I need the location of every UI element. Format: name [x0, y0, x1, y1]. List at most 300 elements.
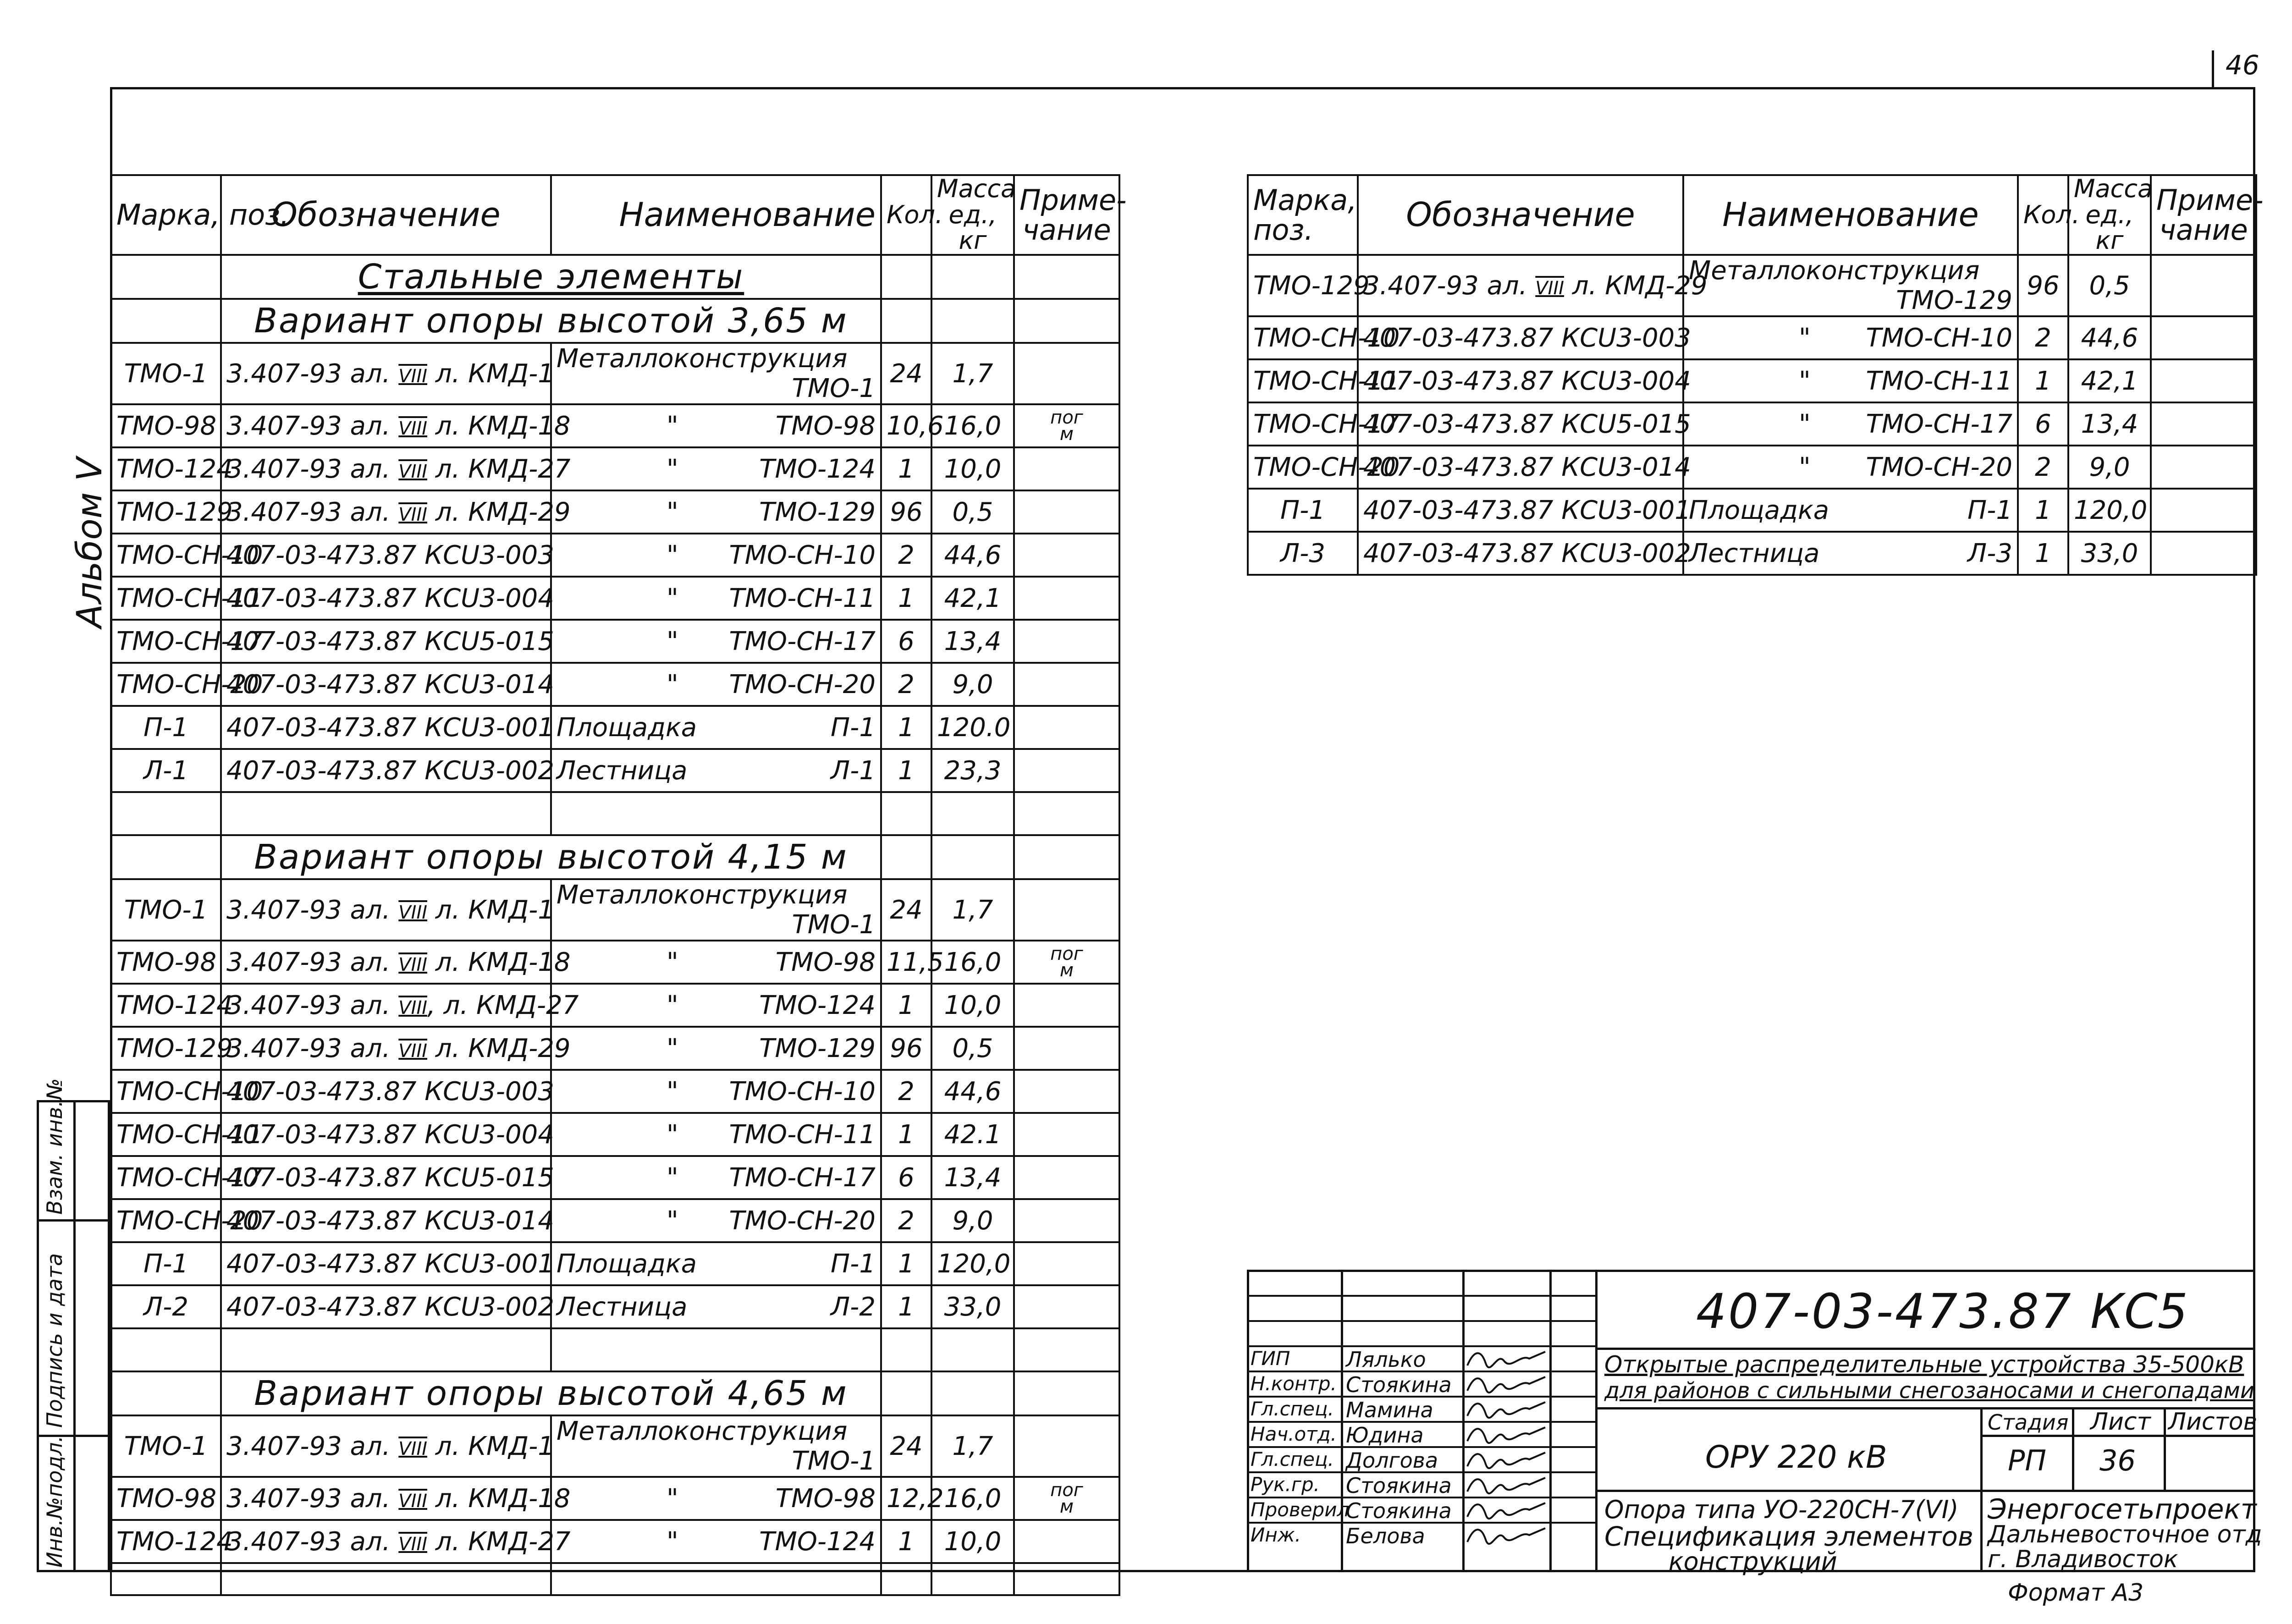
- group-title-row: [111, 1371, 1119, 1415]
- tb-sig-role: Гл.спец.: [1251, 1448, 1334, 1470]
- cell-designation: 407-03-473.87 КСU3-014: [1358, 446, 1683, 489]
- cell-mass: 16,0: [931, 404, 1014, 447]
- table-row: [111, 620, 1119, 663]
- table-row: [111, 1027, 1119, 1070]
- cell-mass: 1,7: [931, 1415, 1014, 1477]
- section-steel-elements: [111, 255, 1119, 299]
- tb-org-line2: Дальневосточное отд: [1988, 1521, 2262, 1548]
- empty-cell: [881, 1563, 931, 1595]
- cell-qty: 2: [881, 1199, 931, 1242]
- header-qty: Кол.: [2018, 175, 2068, 255]
- cell-note: [1014, 490, 1119, 534]
- cell-designation: 3.407-93 ал. VIII л. КМД-18: [221, 941, 551, 984]
- table-row: [111, 1113, 1119, 1156]
- cell-mass: 1,7: [931, 343, 1014, 404]
- table-row: [111, 1415, 1119, 1477]
- cell-designation: 3.407-93 ал. VIII л. КМД-29: [221, 490, 551, 534]
- table-row: [111, 577, 1119, 620]
- signature-scribble: [1465, 1498, 1548, 1522]
- cell-name: [551, 343, 881, 404]
- cell-mark: ТМО-СН-20: [1248, 446, 1358, 489]
- note-line: пог: [1050, 1480, 1083, 1501]
- cell-name: [551, 1415, 881, 1477]
- empty-cell: [881, 255, 931, 299]
- cell-mark: П-1: [111, 706, 221, 749]
- header-mark: Марка, поз.: [111, 175, 221, 255]
- tb-vline-stage-1: [1980, 1407, 1983, 1572]
- cell-note: [2151, 316, 2256, 359]
- cell-designation: 407-03-473.87 КСU3-002: [1358, 532, 1683, 575]
- cell-designation: 407-03-473.87 КСU3-003: [221, 1070, 551, 1113]
- table-row: [111, 1199, 1119, 1242]
- name-code: ТМО-129: [759, 1033, 876, 1063]
- name-code: ТМО-124: [759, 454, 876, 484]
- tb-sig-name: Стоякина: [1346, 1372, 1452, 1397]
- cell-note: [1014, 534, 1119, 577]
- roman-numeral: VIII: [398, 1040, 428, 1062]
- tb-sig-role: ГИП: [1251, 1347, 1290, 1370]
- cell-note: [2151, 532, 2256, 575]
- cell-mark: Л-2: [111, 1285, 221, 1328]
- cell-mass: 0,5: [931, 1027, 1014, 1070]
- cell-designation: 407-03-473.87 КСU3-004: [1358, 359, 1683, 402]
- tb-sig-name: Долгова: [1346, 1448, 1438, 1473]
- tb-object: ОРУ 220 кВ: [1705, 1439, 1887, 1475]
- name-code: П-1: [1967, 495, 2012, 525]
- tb-sig-role: Нач.отд.: [1251, 1423, 1337, 1445]
- cell-mass: 10,0: [931, 1520, 1014, 1563]
- cell-qty: 2: [2018, 316, 2068, 359]
- ditto-mark: ": [667, 669, 678, 699]
- name-code: ТМО-СН-20: [729, 669, 876, 699]
- cell-mark: ТМО-СН-11: [111, 577, 221, 620]
- cell-mark: ТМО-129: [1248, 255, 1358, 316]
- cell-mass: 42,1: [2068, 359, 2151, 402]
- cell-name: [551, 490, 881, 534]
- tb-sig-name: Лялько: [1346, 1347, 1426, 1372]
- name-code: ТМО-1: [792, 910, 876, 940]
- cell-note: [1014, 1285, 1119, 1328]
- cell-mark: ТМО-98: [111, 1477, 221, 1520]
- cell-designation: 407-03-473.87 КСU3-001: [221, 706, 551, 749]
- cell-qty: 1: [881, 577, 931, 620]
- cell-name: [1683, 255, 2018, 316]
- cell-name: [551, 706, 881, 749]
- table-row: [111, 1285, 1119, 1328]
- empty-cell: [1014, 792, 1119, 835]
- roman-numeral: VIII: [398, 365, 428, 387]
- cell-qty: 6: [881, 1156, 931, 1199]
- cell-qty: 10,6: [881, 404, 931, 447]
- cell-mass: 9,0: [931, 663, 1014, 706]
- side-stamp-podpis: Подпись и дата: [42, 1253, 67, 1428]
- cell-qty: 1: [881, 706, 931, 749]
- tb-sig-role: Рук.гр.: [1251, 1473, 1320, 1496]
- cell-name: [551, 1027, 881, 1070]
- cell-note: [1014, 447, 1119, 490]
- empty-row: [111, 1563, 1119, 1595]
- name-text: Металлоконструкция: [556, 344, 848, 374]
- cell-mass: 0,5: [931, 490, 1014, 534]
- empty-row: [111, 1328, 1119, 1371]
- name-code: Л-1: [831, 755, 876, 786]
- name-text: Металлоконструкция: [556, 1416, 848, 1447]
- cell-name: [1683, 532, 2018, 575]
- cell-qty: 96: [2018, 255, 2068, 316]
- cell-note: [1014, 1199, 1119, 1242]
- cell-mark: ТМО-98: [111, 404, 221, 447]
- cell-name: [551, 984, 881, 1027]
- empty-cell: [931, 255, 1014, 299]
- tb-sig-name: Белова: [1346, 1524, 1425, 1548]
- cell-qty: 6: [2018, 402, 2068, 446]
- roman-numeral: VIII: [398, 954, 428, 975]
- ditto-mark: ": [667, 583, 678, 613]
- name-code: ТМО-СН-17: [729, 1162, 876, 1193]
- cell-qty: 1: [2018, 532, 2068, 575]
- table-row: [111, 343, 1119, 404]
- empty-row: [111, 792, 1119, 835]
- cell-mass: 1,7: [931, 879, 1014, 941]
- name-code: Л-2: [831, 1292, 876, 1322]
- cell-mark: ТМО-СН-10: [111, 534, 221, 577]
- cell-mark: П-1: [111, 1242, 221, 1285]
- cell-name: [1683, 316, 2018, 359]
- cell-mass: 10,0: [931, 984, 1014, 1027]
- empty-cell: [1014, 1371, 1119, 1415]
- cell-name: [551, 447, 881, 490]
- ditto-mark: ": [667, 1526, 678, 1557]
- cell-mark: ТМО-129: [111, 1027, 221, 1070]
- header-name: Наименование: [1683, 175, 2018, 255]
- cell-note: [1014, 663, 1119, 706]
- cell-name: [551, 879, 881, 941]
- name-code: ТМО-СН-20: [729, 1206, 876, 1236]
- name-text: Лестница: [556, 1292, 688, 1322]
- header-name: Наименование: [551, 175, 881, 255]
- roman-numeral: VIII: [1535, 277, 1565, 299]
- name-code: ТМО-СН-20: [1866, 452, 2012, 482]
- cell-qty: 1: [881, 1113, 931, 1156]
- cell-qty: 12,2: [881, 1477, 931, 1520]
- tb-sheets-label: Листов: [2168, 1408, 2258, 1436]
- cell-qty: 24: [881, 879, 931, 941]
- empty-cell: [931, 792, 1014, 835]
- cell-mark: ТМО-124: [111, 1520, 221, 1563]
- cell-mass: 33,0: [2068, 532, 2151, 575]
- cell-designation: 3.407-93 ал. VIII л. КМД-18: [221, 1477, 551, 1520]
- page-number: 46: [2226, 50, 2259, 81]
- name-text: Площадка: [556, 1249, 697, 1279]
- cell-note: [1014, 577, 1119, 620]
- tb-sig-role: Проверил: [1251, 1498, 1350, 1521]
- name-code: ТМО-СН-17: [729, 626, 876, 656]
- name-code: ТМО-98: [775, 411, 876, 441]
- name-code: ТМО-СН-11: [1866, 366, 2012, 396]
- cell-qty: 1: [881, 1285, 931, 1328]
- signature-scribble: [1465, 1347, 1548, 1371]
- tb-sheet-label: Лист: [2090, 1408, 2151, 1436]
- tb-hline-object: [1595, 1490, 2255, 1492]
- tb-hline-project: [1595, 1407, 2255, 1409]
- tb-sig-hline: [1247, 1320, 1595, 1322]
- roman-numeral: VIII: [398, 1438, 428, 1459]
- roman-numeral: VIII: [398, 997, 428, 1018]
- name-code: П-1: [831, 1249, 876, 1279]
- cell-mass: 9,0: [931, 1199, 1014, 1242]
- empty-cell: [111, 835, 221, 879]
- ditto-mark: ": [667, 1033, 678, 1063]
- empty-cell: [551, 792, 881, 835]
- header-mass: Масса ед., кг: [2068, 175, 2151, 255]
- cell-name: [551, 1113, 881, 1156]
- side-stamp-vzam: Взам. инв.№: [42, 1078, 67, 1215]
- cell-note: [1014, 1242, 1119, 1285]
- tb-project-line2: для районов с сильными снегозаносами и снегопадами: [1604, 1378, 2255, 1404]
- ditto-mark: ": [1799, 323, 1811, 353]
- cell-mark: ТМО-СН-20: [111, 1199, 221, 1242]
- roman-numeral: VIII: [398, 1490, 428, 1512]
- cell-name: [551, 620, 881, 663]
- empty-cell: [881, 1328, 931, 1371]
- cell-mark: ТМО-СН-17: [111, 1156, 221, 1199]
- cell-mark: ТМО-1: [111, 879, 221, 941]
- name-code: ТМО-98: [775, 947, 876, 977]
- cell-designation: 407-03-473.87 КСU3-004: [221, 1113, 551, 1156]
- signature-scribble: [1465, 1473, 1548, 1497]
- cell-qty: 11,5: [881, 941, 931, 984]
- cell-name: [551, 534, 881, 577]
- name-code: ТМО-129: [759, 497, 876, 527]
- tb-sig-name: Юдина: [1346, 1423, 1424, 1448]
- empty-cell: [881, 1371, 931, 1415]
- cell-name: [551, 1520, 881, 1563]
- tb-drawing-title-3: конструкций: [1669, 1547, 1837, 1576]
- roman-numeral: VIII: [398, 418, 428, 439]
- tb-org-line1: Энергосетьпроект: [1988, 1493, 2257, 1525]
- name-code: ТМО-1: [792, 374, 876, 404]
- cell-mass: 9,0: [2068, 446, 2151, 489]
- note-line: пог: [1050, 943, 1083, 965]
- table-row: [1248, 402, 2256, 446]
- cell-qty: 2: [881, 663, 931, 706]
- cell-name: [551, 941, 881, 984]
- right-spec-table: [1247, 174, 2264, 576]
- name-code: ТМО-1: [792, 1446, 876, 1476]
- ditto-mark: ": [667, 540, 678, 570]
- cell-designation: 407-03-473.87 КСU3-004: [221, 577, 551, 620]
- cell-name: [551, 577, 881, 620]
- cell-note: [1014, 1477, 1119, 1520]
- cell-mark: ТМО-1: [111, 1415, 221, 1477]
- name-text: Лестница: [1689, 538, 1820, 568]
- roman-numeral: VIII: [398, 461, 428, 482]
- ditto-mark: ": [1799, 366, 1811, 396]
- name-code: Л-3: [1967, 538, 2012, 568]
- cell-designation: 407-03-473.87 КСU5-015: [221, 1156, 551, 1199]
- header-qty: Кол.: [881, 175, 931, 255]
- cell-qty: 1: [881, 447, 931, 490]
- tb-stage-label: Стадия: [1988, 1410, 2069, 1435]
- cell-note: [2151, 402, 2256, 446]
- name-code: ТМО-129: [1896, 286, 2012, 316]
- ditto-mark: ": [667, 626, 678, 656]
- name-code: ТМО-СН-11: [729, 583, 876, 613]
- cell-mark: ТМО-СН-11: [111, 1113, 221, 1156]
- cell-name: [551, 1242, 881, 1285]
- note-line: м: [1059, 1496, 1074, 1518]
- empty-cell: [111, 255, 221, 299]
- cell-note: [1014, 404, 1119, 447]
- name-text: Лестница: [556, 755, 688, 786]
- cell-note: [1014, 749, 1119, 792]
- header-designation: Обозначение: [221, 175, 551, 255]
- empty-cell: [881, 299, 931, 343]
- cell-designation: 3.407-93 ал. VIII л. КМД-29: [221, 1027, 551, 1070]
- tb-sig-role: Инж.: [1251, 1524, 1301, 1546]
- tb-sig-name: Стоякина: [1346, 1498, 1452, 1523]
- cell-designation: 3.407-93 ал. VIII л. КМД-1: [221, 343, 551, 404]
- cell-qty: 24: [881, 1415, 931, 1477]
- empty-cell: [111, 299, 221, 343]
- empty-cell: [111, 1563, 221, 1595]
- cell-designation: 407-03-473.87 КСU3-002: [221, 1285, 551, 1328]
- table-row: [1248, 446, 2256, 489]
- empty-cell: [931, 299, 1014, 343]
- note-line: пог: [1050, 407, 1083, 429]
- table-row: [111, 1070, 1119, 1113]
- ditto-mark: ": [1799, 452, 1811, 482]
- cell-name: [551, 1285, 881, 1328]
- tb-vline-stage-3: [2164, 1407, 2166, 1490]
- table-row: [111, 1156, 1119, 1199]
- cell-qty: 1: [2018, 359, 2068, 402]
- cell-mass: 13,4: [931, 620, 1014, 663]
- tb-org-line3: г. Владивосток: [1988, 1546, 2178, 1573]
- format-label: Формат А3: [2008, 1579, 2144, 1607]
- tb-hline-code: [1595, 1348, 2255, 1350]
- cell-mass: 16,0: [931, 1477, 1014, 1520]
- cell-qty: 24: [881, 343, 931, 404]
- name-text: Площадка: [1689, 495, 1829, 525]
- empty-cell: [111, 1371, 221, 1415]
- roman-numeral: VIII: [398, 1533, 428, 1555]
- name-text: Площадка: [556, 712, 697, 743]
- cell-qty: 1: [881, 984, 931, 1027]
- table-row: [111, 1477, 1119, 1520]
- cell-qty: 2: [881, 1070, 931, 1113]
- cell-mass: 42,1: [931, 577, 1014, 620]
- empty-cell: [1014, 1563, 1119, 1595]
- cell-qty: 1: [881, 1520, 931, 1563]
- empty-cell: [551, 1328, 881, 1371]
- cell-name: [551, 1156, 881, 1199]
- cell-mark: П-1: [1248, 489, 1358, 532]
- cell-mass: 16,0: [931, 941, 1014, 984]
- cell-note: [1014, 1415, 1119, 1477]
- tb-sheet-code: КС5: [2090, 1283, 2188, 1339]
- name-code: ТМО-124: [759, 990, 876, 1020]
- table-row: [111, 706, 1119, 749]
- ditto-mark: ": [667, 947, 678, 977]
- cell-designation: 3.407-93 ал. VIII л. КМД-18: [221, 404, 551, 447]
- empty-cell: [1014, 255, 1119, 299]
- signature-scribble: [1465, 1398, 1548, 1421]
- header-mass: Масса ед., кг: [931, 175, 1014, 255]
- ditto-mark: ": [667, 1162, 678, 1193]
- cell-designation: 407-03-473.87 КСU3-002: [221, 749, 551, 792]
- cell-note: [1014, 1156, 1119, 1199]
- cell-mark: ТМО-124: [111, 984, 221, 1027]
- empty-cell: [1014, 1328, 1119, 1371]
- cell-mark: ТМО-СН-17: [1248, 402, 1358, 446]
- cell-qty: 2: [881, 534, 931, 577]
- cell-mass: 44,6: [931, 534, 1014, 577]
- name-code: ТМО-СН-10: [729, 1076, 876, 1107]
- cell-mark: ТМО-СН-10: [111, 1070, 221, 1113]
- album-label: Альбом V: [69, 457, 110, 628]
- cell-designation: 407-03-473.87 КСU3-001: [221, 1242, 551, 1285]
- tb-project-line1: Открытые распределительные устройства 35-500кВ: [1604, 1351, 2244, 1378]
- cell-mass: 13,4: [931, 1156, 1014, 1199]
- table-row: [111, 879, 1119, 941]
- cell-mark: Л-1: [111, 749, 221, 792]
- left-spec-table: [110, 174, 1127, 1596]
- section-title: Вариант опоры высотой 4,15 м: [221, 835, 881, 879]
- table-row: [111, 534, 1119, 577]
- tb-sig-name: Стоякина: [1346, 1473, 1452, 1498]
- cell-note: [2151, 359, 2256, 402]
- cell-name: [551, 663, 881, 706]
- ditto-mark: ": [667, 497, 678, 527]
- cell-mass: 44,6: [931, 1070, 1014, 1113]
- cell-mass: 42.1: [931, 1113, 1014, 1156]
- cell-mass: 120,0: [2068, 489, 2151, 532]
- table-row: [111, 663, 1119, 706]
- tb-sig-name: Мамина: [1346, 1398, 1433, 1422]
- note-line: м: [1059, 424, 1074, 445]
- cell-mark: ТМО-СН-11: [1248, 359, 1358, 402]
- cell-mark: ТМО-СН-17: [111, 620, 221, 663]
- name-code: ТМО-СН-11: [729, 1119, 876, 1150]
- empty-cell: [221, 792, 551, 835]
- cell-mass: 23,3: [931, 749, 1014, 792]
- cell-note: [1014, 706, 1119, 749]
- ditto-mark: ": [667, 990, 678, 1020]
- tb-drawing-title-2: Спецификация элементов: [1604, 1521, 1974, 1552]
- empty-cell: [111, 1328, 221, 1371]
- ditto-mark: ": [667, 1206, 678, 1236]
- cell-mark: Л-3: [1248, 532, 1358, 575]
- cell-note: [1014, 879, 1119, 941]
- cell-designation: 3.407-93 ал. VIII, л. КМД-27: [221, 984, 551, 1027]
- cell-mass: 13,4: [2068, 402, 2151, 446]
- tb-sig-role: Н.контр.: [1251, 1372, 1337, 1395]
- cell-note: [1014, 984, 1119, 1027]
- roman-numeral: VIII: [398, 902, 428, 923]
- cell-designation: 407-03-473.87 КСU3-003: [221, 534, 551, 577]
- cell-note: [1014, 1520, 1119, 1563]
- cell-mass: 120,0: [931, 1242, 1014, 1285]
- note-line: м: [1059, 960, 1074, 981]
- cell-designation: 3.407-93 ал. VIII л. КМД-27: [221, 447, 551, 490]
- side-stamp-divider: [73, 1100, 76, 1572]
- empty-cell: [931, 835, 1014, 879]
- table-row: [111, 984, 1119, 1027]
- signature-scribble: [1465, 1524, 1548, 1547]
- cell-note: [1014, 620, 1119, 663]
- cell-note: [2151, 446, 2256, 489]
